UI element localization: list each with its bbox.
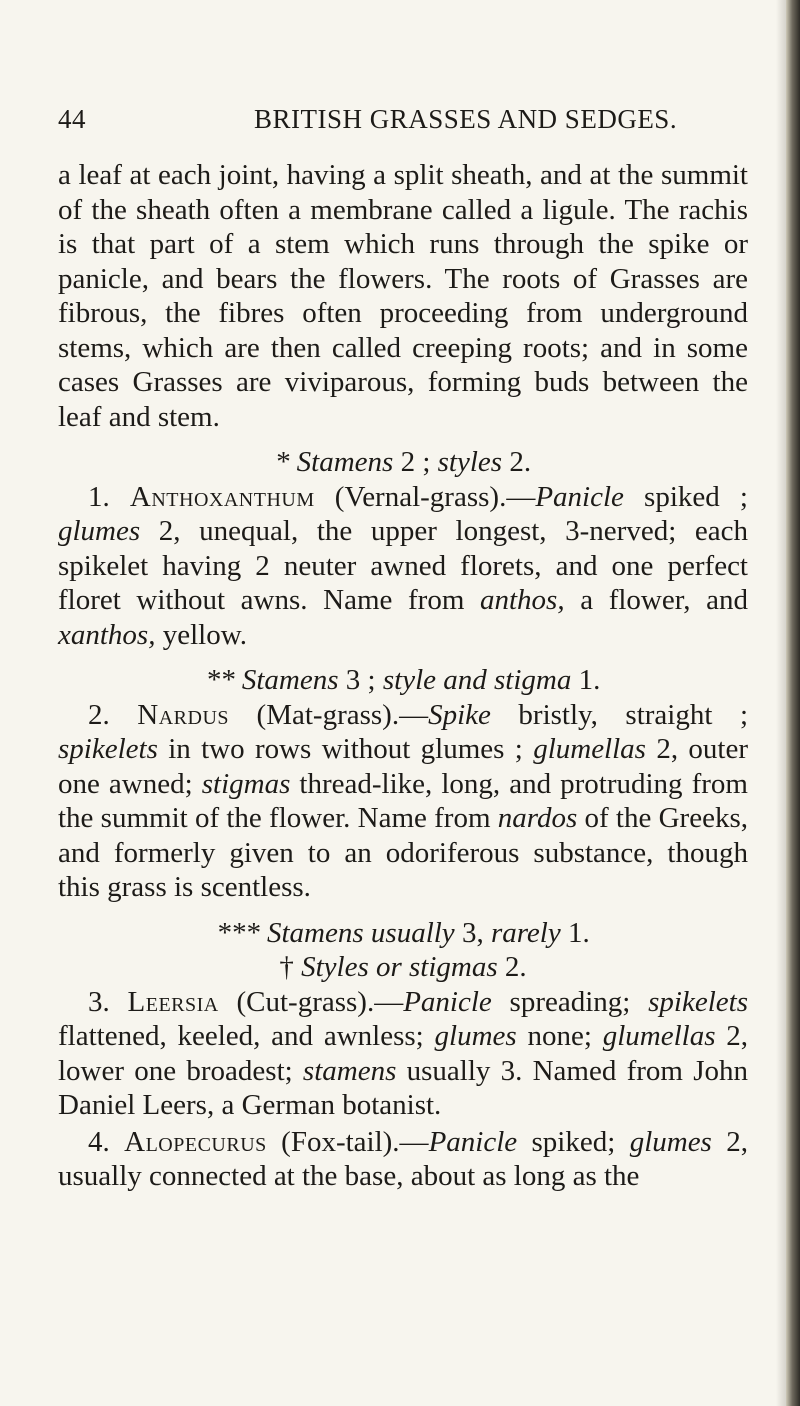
key-heading-3 [58, 916, 748, 951]
text-run: thread-like, long, and protruding from the summit of the flower. Name from [58, 767, 748, 834]
term: glumes [629, 1125, 712, 1158]
term: stigmas [201, 767, 291, 800]
text-run: a flower, and [564, 584, 748, 616]
genus-entry-1 [58, 480, 748, 653]
term: xanthos, [58, 618, 156, 651]
term: spikelets [58, 733, 158, 765]
key-mark: * [274, 446, 290, 478]
term: Spike [428, 698, 491, 731]
genus-entry-4 [58, 1125, 748, 1194]
key-text: Stamens usually [267, 916, 455, 949]
genus-entry-2 [58, 698, 748, 905]
key-style: style and stigma [382, 664, 572, 696]
key-stamens-value: 2 ; [393, 446, 438, 478]
genus-name: Alopecurus [124, 1125, 267, 1158]
dagger-mark: † [279, 951, 294, 983]
term: glumes [58, 515, 141, 547]
text-run: 2, outer one awned; [58, 733, 748, 800]
page-edge [786, 0, 800, 1406]
text-run: of the Greeks, and formerly given to an odoriferous substance, though this grass is scentless. [58, 802, 748, 903]
intro-paragraph: a leaf at each joint, having a split sheath, and at the summit of the sheath often a membrane called a ligule. The rachis is that part of a stem which runs through the spike or panicle, and bears the flowers. The roots of Grasses are fibrous, the fibres often proceeding from underground stems, which are then called creeping roots; and in some cases Grasses are viviparous, forming buds between the leaf and stem. [58, 159, 748, 433]
text-run: spreading; [491, 985, 649, 1018]
text-run: yellow. [155, 618, 248, 651]
key-text: Styles or stigmas [301, 951, 498, 983]
key-text: rarely [490, 916, 561, 949]
body-text [58, 158, 748, 1194]
key-heading-2 [58, 663, 748, 698]
common-name: (Mat-grass).— [229, 698, 429, 731]
text-run: 2, lower one broadest; [58, 1020, 749, 1087]
term: glumellas [602, 1020, 716, 1052]
entry-number: 2. [88, 698, 138, 731]
key-style-value: 1. [571, 664, 601, 696]
text-run: none; [516, 1020, 603, 1052]
text-run: usually 3. Named from John Daniel Leers, a German botanist. [58, 1054, 748, 1121]
key-heading-4 [58, 950, 748, 985]
common-name: (Cut-grass).— [218, 985, 404, 1018]
key-value: 3, [454, 916, 491, 949]
key-mark: ** [205, 664, 235, 696]
common-name: (Fox-tail).— [266, 1125, 429, 1158]
key-styles: styles [437, 446, 503, 478]
entry-number: 3. [88, 985, 128, 1018]
key-stamens: Stamens [296, 446, 394, 478]
text-run: spiked; [517, 1125, 630, 1158]
term: Panicle [535, 480, 624, 513]
text-run: 2, unequal, the upper longest, 3-nerved; each spikelet having 2 neuter awned florets, and one perfect floret without awns. Name from [58, 515, 748, 616]
genus-name: Leersia [127, 985, 219, 1018]
term: nardos [497, 802, 578, 834]
text-run: in two rows without glumes ; [157, 733, 534, 765]
genus-name: Nardus [137, 698, 230, 731]
key-stamens-value: 3 ; [338, 664, 383, 696]
key-heading-1 [58, 445, 748, 480]
term: spikelets [648, 985, 748, 1018]
text-run: flattened, keeled, and awnless; [58, 1020, 435, 1052]
genus-entry-3 [58, 985, 748, 1123]
text-run: spiked ; [623, 480, 748, 513]
key-mark: *** [216, 916, 260, 949]
genus-name: Anthoxanthum [129, 480, 315, 513]
entry-number: 4. [88, 1125, 125, 1158]
page-number: 44 [58, 104, 86, 134]
term: Panicle [403, 985, 492, 1018]
text-run: 2, usually connected at the base, about as long as the [58, 1125, 748, 1192]
key-value: 2. [497, 951, 527, 983]
common-name: (Vernal-grass).— [314, 480, 536, 513]
text-run: bristly, straight ; [490, 698, 748, 731]
page-shadow [776, 0, 786, 1406]
key-stamens: Stamens [241, 664, 339, 696]
running-title: BRITISH GRASSES AND SEDGES. [254, 104, 678, 134]
key-value: 1. [560, 916, 590, 949]
term: glumellas [533, 733, 646, 765]
term: glumes [434, 1020, 517, 1052]
entry-number: 1. [88, 480, 130, 513]
term: anthos, [480, 584, 565, 616]
key-styles-value: 2. [502, 446, 532, 478]
term: stamens [302, 1054, 397, 1087]
page-header [58, 104, 748, 140]
term: Panicle [428, 1125, 518, 1158]
